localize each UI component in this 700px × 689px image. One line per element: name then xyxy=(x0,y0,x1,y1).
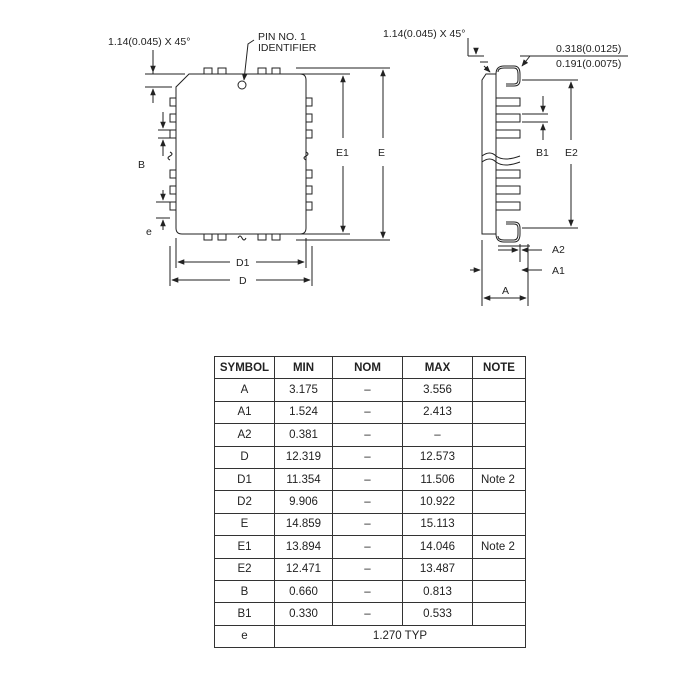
left-leads xyxy=(170,98,176,210)
cell-max: 0.813 xyxy=(403,580,473,602)
cell-symbol: E xyxy=(215,513,275,535)
table-row xyxy=(215,536,526,558)
cell-symbol: D2 xyxy=(215,491,275,513)
cell-min: 9.906 xyxy=(275,491,333,513)
package-body xyxy=(176,74,306,234)
dim-label-B1: B1 xyxy=(536,147,549,159)
cell-nom: – xyxy=(333,379,403,401)
dim-label-A1: A1 xyxy=(552,265,565,277)
dim-label-E1: E1 xyxy=(336,147,349,159)
cell-nom: – xyxy=(333,468,403,490)
dim-label-B: B xyxy=(138,159,146,171)
table-row xyxy=(215,558,526,580)
dim-label-A2: A2 xyxy=(552,244,565,256)
cell-note xyxy=(473,491,526,513)
table-row xyxy=(215,513,526,535)
cell-max: 13.487 xyxy=(403,558,473,580)
lead-thickness-min: 0.191(0.0075) xyxy=(556,58,622,70)
cell-nom: – xyxy=(333,513,403,535)
cell-max: 10.922 xyxy=(403,491,473,513)
cell-nom: – xyxy=(333,603,403,625)
cell-note xyxy=(473,513,526,535)
cell-max: 3.556 xyxy=(403,379,473,401)
cell-nom: – xyxy=(333,491,403,513)
cell-max: 2.413 xyxy=(403,401,473,423)
table-row xyxy=(215,603,526,625)
cell-typ-value: 1.270 TYP xyxy=(275,625,526,647)
dim-label-E: E xyxy=(378,147,386,159)
lead-thickness-max: 0.318(0.0125) xyxy=(556,43,622,55)
top-leads xyxy=(204,68,280,74)
cell-min: 12.319 xyxy=(275,446,333,468)
cell-min: 3.175 xyxy=(275,379,333,401)
table-row xyxy=(215,424,526,446)
table-row xyxy=(215,491,526,513)
dim-label-A: A xyxy=(502,285,510,297)
cell-note xyxy=(473,580,526,602)
cell-max: 14.046 xyxy=(403,536,473,558)
cell-min: 11.354 xyxy=(275,468,333,490)
dim-label-D: D xyxy=(239,275,247,287)
cell-max: – xyxy=(403,424,473,446)
package-outline-drawing xyxy=(0,0,700,330)
side-chamfer-note: 1.14(0.045) X 45° xyxy=(383,28,466,40)
table-row xyxy=(215,379,526,401)
table-row xyxy=(215,580,526,602)
table-row xyxy=(215,401,526,423)
cell-note: Note 2 xyxy=(473,536,526,558)
cell-symbol: E1 xyxy=(215,536,275,558)
cell-nom: – xyxy=(333,401,403,423)
cell-min: 13.894 xyxy=(275,536,333,558)
cell-symbol: D xyxy=(215,446,275,468)
cell-symbol: D1 xyxy=(215,468,275,490)
table-row xyxy=(215,468,526,490)
cell-min: 0.660 xyxy=(275,580,333,602)
cell-min: 0.330 xyxy=(275,603,333,625)
pin1-dot xyxy=(238,81,246,89)
cell-note xyxy=(473,379,526,401)
dim-label-E2: E2 xyxy=(565,147,578,159)
cell-symbol: B xyxy=(215,580,275,602)
header-symbol: SYMBOL xyxy=(215,357,275,379)
top-view xyxy=(145,40,390,286)
cell-min: 14.859 xyxy=(275,513,333,535)
table-header-row xyxy=(215,357,526,379)
side-view xyxy=(468,38,628,306)
header-max: MAX xyxy=(403,357,473,379)
right-leads xyxy=(306,98,312,210)
table-row-typ xyxy=(215,625,526,647)
cell-nom: – xyxy=(333,558,403,580)
cell-note xyxy=(473,401,526,423)
cell-max: 12.573 xyxy=(403,446,473,468)
header-min: MIN xyxy=(275,357,333,379)
top-view-labels xyxy=(108,31,385,287)
header-note: NOTE xyxy=(473,357,526,379)
cell-max: 15.113 xyxy=(403,513,473,535)
cell-note xyxy=(473,558,526,580)
dimension-table xyxy=(214,356,526,648)
cell-min: 12.471 xyxy=(275,558,333,580)
cell-nom: – xyxy=(333,580,403,602)
pin1-label-line2: IDENTIFIER xyxy=(258,42,317,54)
table-row xyxy=(215,446,526,468)
cell-note xyxy=(473,446,526,468)
cell-note: Note 2 xyxy=(473,468,526,490)
cell-max: 0.533 xyxy=(403,603,473,625)
dim-label-e: e xyxy=(146,226,152,238)
pin1-label-line1: PIN NO. 1 xyxy=(258,31,306,43)
cell-note xyxy=(473,424,526,446)
cell-note xyxy=(473,603,526,625)
cell-symbol: E2 xyxy=(215,558,275,580)
header-nom: NOM xyxy=(333,357,403,379)
cell-symbol: A2 xyxy=(215,424,275,446)
cell-nom: – xyxy=(333,446,403,468)
cell-symbol: A xyxy=(215,379,275,401)
cell-symbol: B1 xyxy=(215,603,275,625)
top-chamfer-note: 1.14(0.045) X 45° xyxy=(108,36,191,48)
cell-nom: – xyxy=(333,424,403,446)
cell-min: 1.524 xyxy=(275,401,333,423)
cell-min: 0.381 xyxy=(275,424,333,446)
side-leads xyxy=(496,98,520,210)
cell-max: 11.506 xyxy=(403,468,473,490)
cell-symbol: A1 xyxy=(215,401,275,423)
dim-label-D1: D1 xyxy=(236,257,250,269)
cell-symbol: e xyxy=(215,625,275,647)
cell-nom: – xyxy=(333,536,403,558)
